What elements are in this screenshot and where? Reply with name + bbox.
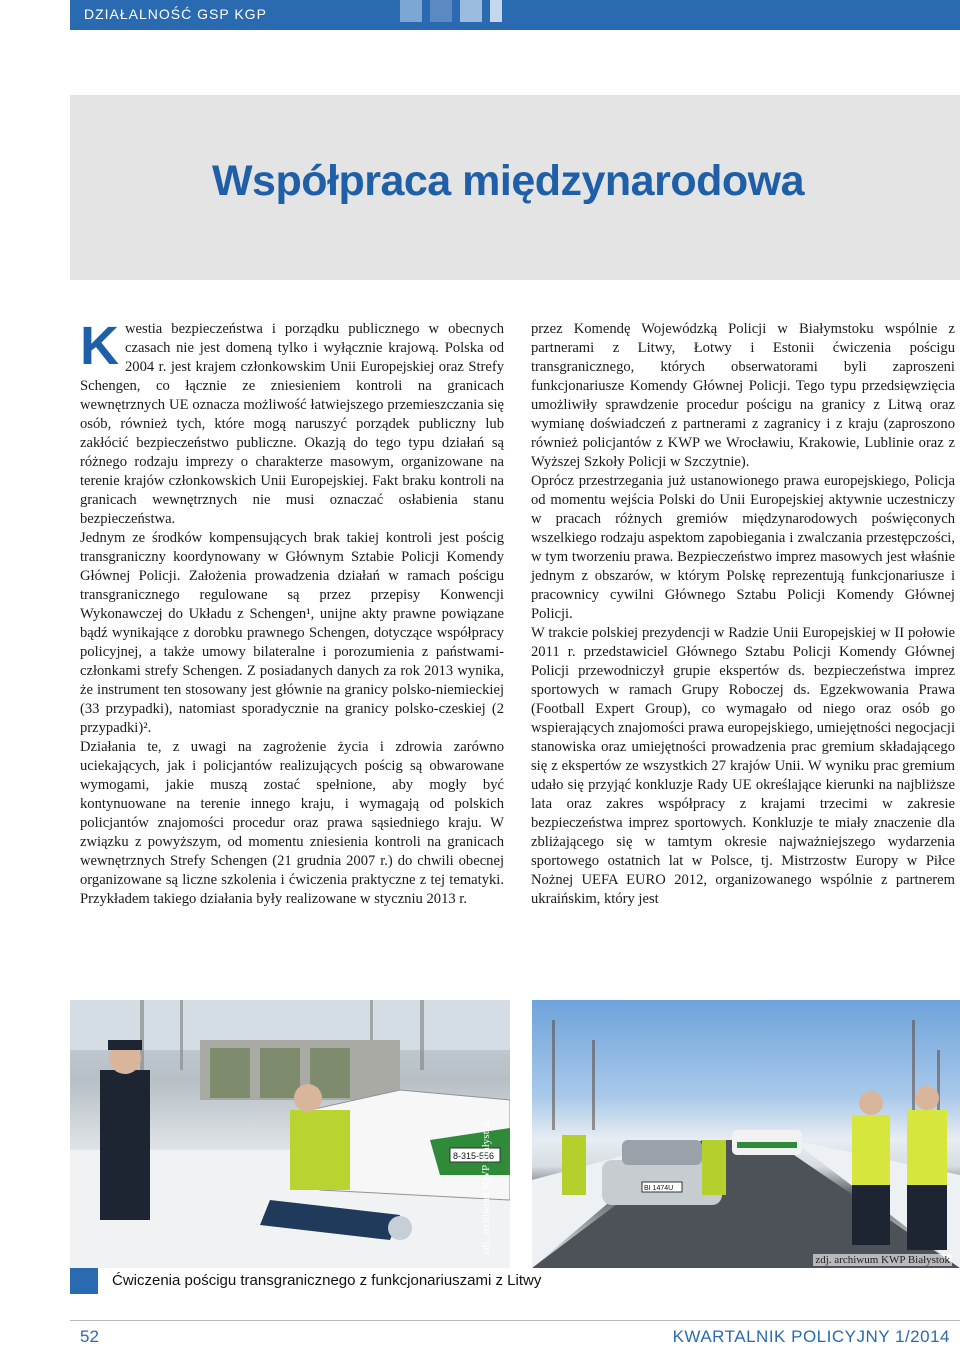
paragraph: W trakcie polskiej prezydencji w Radzie Unii Europejskiej w II połowie 2011 r. przedstawiciel Głównego Sztabu Policji Komendy Głównej Policji przewodniczył grupie ekspertów ds. bezpieczeństwa imprez sportowych w ramach Grupy Roboczej ds. Egzekwowania Prawa (Football Expert Group), co wymagało od niego oraz osób go wspierających znajomości prawa europejskiego, umiejętności negocjacji stanowiska oraz umiejętności prowadzenia prac gremium składającego się z ekspertów ze wszystkich 27 krajów Unii. W wyniku prac gremium udało się przyjąć konkluzje Rady UE określające kierunki na najbliższe lata oraz zakres współpracy z krajami trzecimi w zakresie bezpieczeństwa imprez sportowych. Konkluzje te miały znaczenie dla zbliżającego się w tamtym okresie najważniejszego wydarzenia sportowego ostatnich lat w Polsce, tj. Mistrzostw Europy w Piłce Nożnej UEFA EURO 2012, organizowanego wspólnie z partnerem ukraińskim, który jest <box>531 625 955 907</box>
paragraph-text: westia bezpieczeństwa i porządku publicznego w obecnych czasach nie jest domeną tylko i wyłącznie krajową. Polska od 2004 r. jest krajem członkowskim Unii Europejskiej oraz Strefy Schengen, co łącznie ze zniesieniem kontroli na granicach wewnętrznych UE oznacza możliwość łatwiejszego przemieszczania się osób, również tych, które mogą naruszyć porządek publiczny lub zakłócić bezpieczeństwo publiczne. Okazją do tego typu działań są różnego rodzaju imprezy o charakterze masowym, organizowane na terenie krajów członkowskich Unii Europejskiej. Fakt braku kontroli na granicach wewnętrznych nie musi oznaczać osłabienia stanu bezpieczeństwa. <box>80 321 504 527</box>
section-label: DZIAŁALNOŚĆ GSP KGP <box>84 6 267 22</box>
article-title: Współpraca międzynarodowa <box>211 157 804 205</box>
photo-credit-left: zdj. archiwum KWP Białystok <box>480 1120 492 1255</box>
title-band <box>70 95 960 280</box>
journal-name: KWARTALNIK POLICYJNY 1/2014 <box>672 1327 950 1346</box>
footer-divider <box>70 1320 960 1321</box>
photo-border-exercise-car <box>70 1000 510 1268</box>
article-left-column <box>80 316 504 909</box>
photo-caption: Ćwiczenia pościgu transgranicznego z funkcjonariuszami z Litwy <box>112 1272 542 1289</box>
photo-illustration <box>532 1000 960 1268</box>
paragraph <box>80 316 504 529</box>
paragraph: Działania te, z uwagi na zagrożenie życia i zdrowia zarówno uciekających, jak i policjantów realizujących pościg są obwarowane wymogami, jakie muszą zostać spełnione, aby mogły być kontynuowane na terenie innego kraju, i wymagają od polskich policjantów znajomości procedur oraz prawa sąsiedniego kraju. W związku z powyższym, od momentu zniesienia kontroli na granicach wewnętrznych Strefy Schengen (21 grudnia 2007 r.) do chwili obecnej organizowane są liczne szkolenia i ćwiczenia praktyczne z tej tematyki. Przykładem takiego działania były realizowane w styczniu 2013 r. <box>80 739 504 907</box>
car-plate: BI 1474U <box>644 1185 674 1192</box>
article-right-column <box>531 320 955 909</box>
decor-square <box>400 0 422 22</box>
car-plate: 8-315-556 <box>453 1151 495 1161</box>
dropcap: K <box>80 316 119 376</box>
paragraph: przez Komendę Wojewódzką Policji w Białymstoku wspólnie z partnerami z Litwy, Łotwy i Estonii ćwiczenia pościgu transgranicznego, których obserwatorami byli zaproszeni funkcjonariusze Komendy Głównej Policji. Tego typu przedsięwzięcia umożliwiły sprawdzenie procedur pościgu na granicy z Litwą oraz wymianę doświadczeń z partnerami z zagranicy i z kraju (zaproszono również policjantów z KWP we Wrocławiu, Krakowie, Lublinie oraz z Wyższej Szkoły Policji w Szczytnie). <box>531 321 955 470</box>
section-header-bar <box>70 0 960 30</box>
decor-square <box>490 0 502 22</box>
photo-credit-right: zdj. archiwum KWP Białystok <box>815 1254 950 1266</box>
decor-square <box>460 0 482 22</box>
photo-road-checkpoint <box>532 1000 960 1268</box>
page-number: 52 <box>80 1327 99 1346</box>
paragraph: Oprócz przestrzegania już ustanowionego prawa europejskiego, Policja od momentu wejścia Polski do Unii Europejskiej aktywnie uczestniczy w pracach różnych gremiów międzynarodowych poświęconych wszelkiego rodzaju aspektom zapobiegania i zwalczania przestępczości, w tym tworzeniu prawa. Bezpieczeństwo imprez masowych jest właśnie jednym z obszarów, w którym Polskę reprezentują funkcjonariusze i pracownicy cywilni Głównego Sztabu Policji Komendy Głównej Policji. <box>531 473 955 622</box>
caption-accent <box>70 1268 98 1294</box>
decor-square <box>430 0 452 22</box>
paragraph: Jednym ze środków kompensujących brak takiej kontroli jest pościg transgraniczny koordynowany w Głównym Sztabie Policji Komendy Głównej Policji. Założenia prowadzenia działań w ramach pościgu transgranicznego regulowane są przez przepisy Konwencji Wykonawczej do Układu z Schengen¹, unijne akty prawne powiązane bądź wynikające z dorobku prawnego Schengen, dotyczące współpracy policyjnej, a także umowy bilateralne i porozumienia z państwami-członkami strefy Schengen. Z posiadanych danych za rok 2013 wynika, że instrument ten stosowany jest głównie na granicy polsko-niemieckiej (33 przypadki), natomiast sporadycznie na granicy polsko-czeskiej (2 przypadki)². <box>80 530 504 736</box>
photo-illustration <box>70 1000 510 1268</box>
